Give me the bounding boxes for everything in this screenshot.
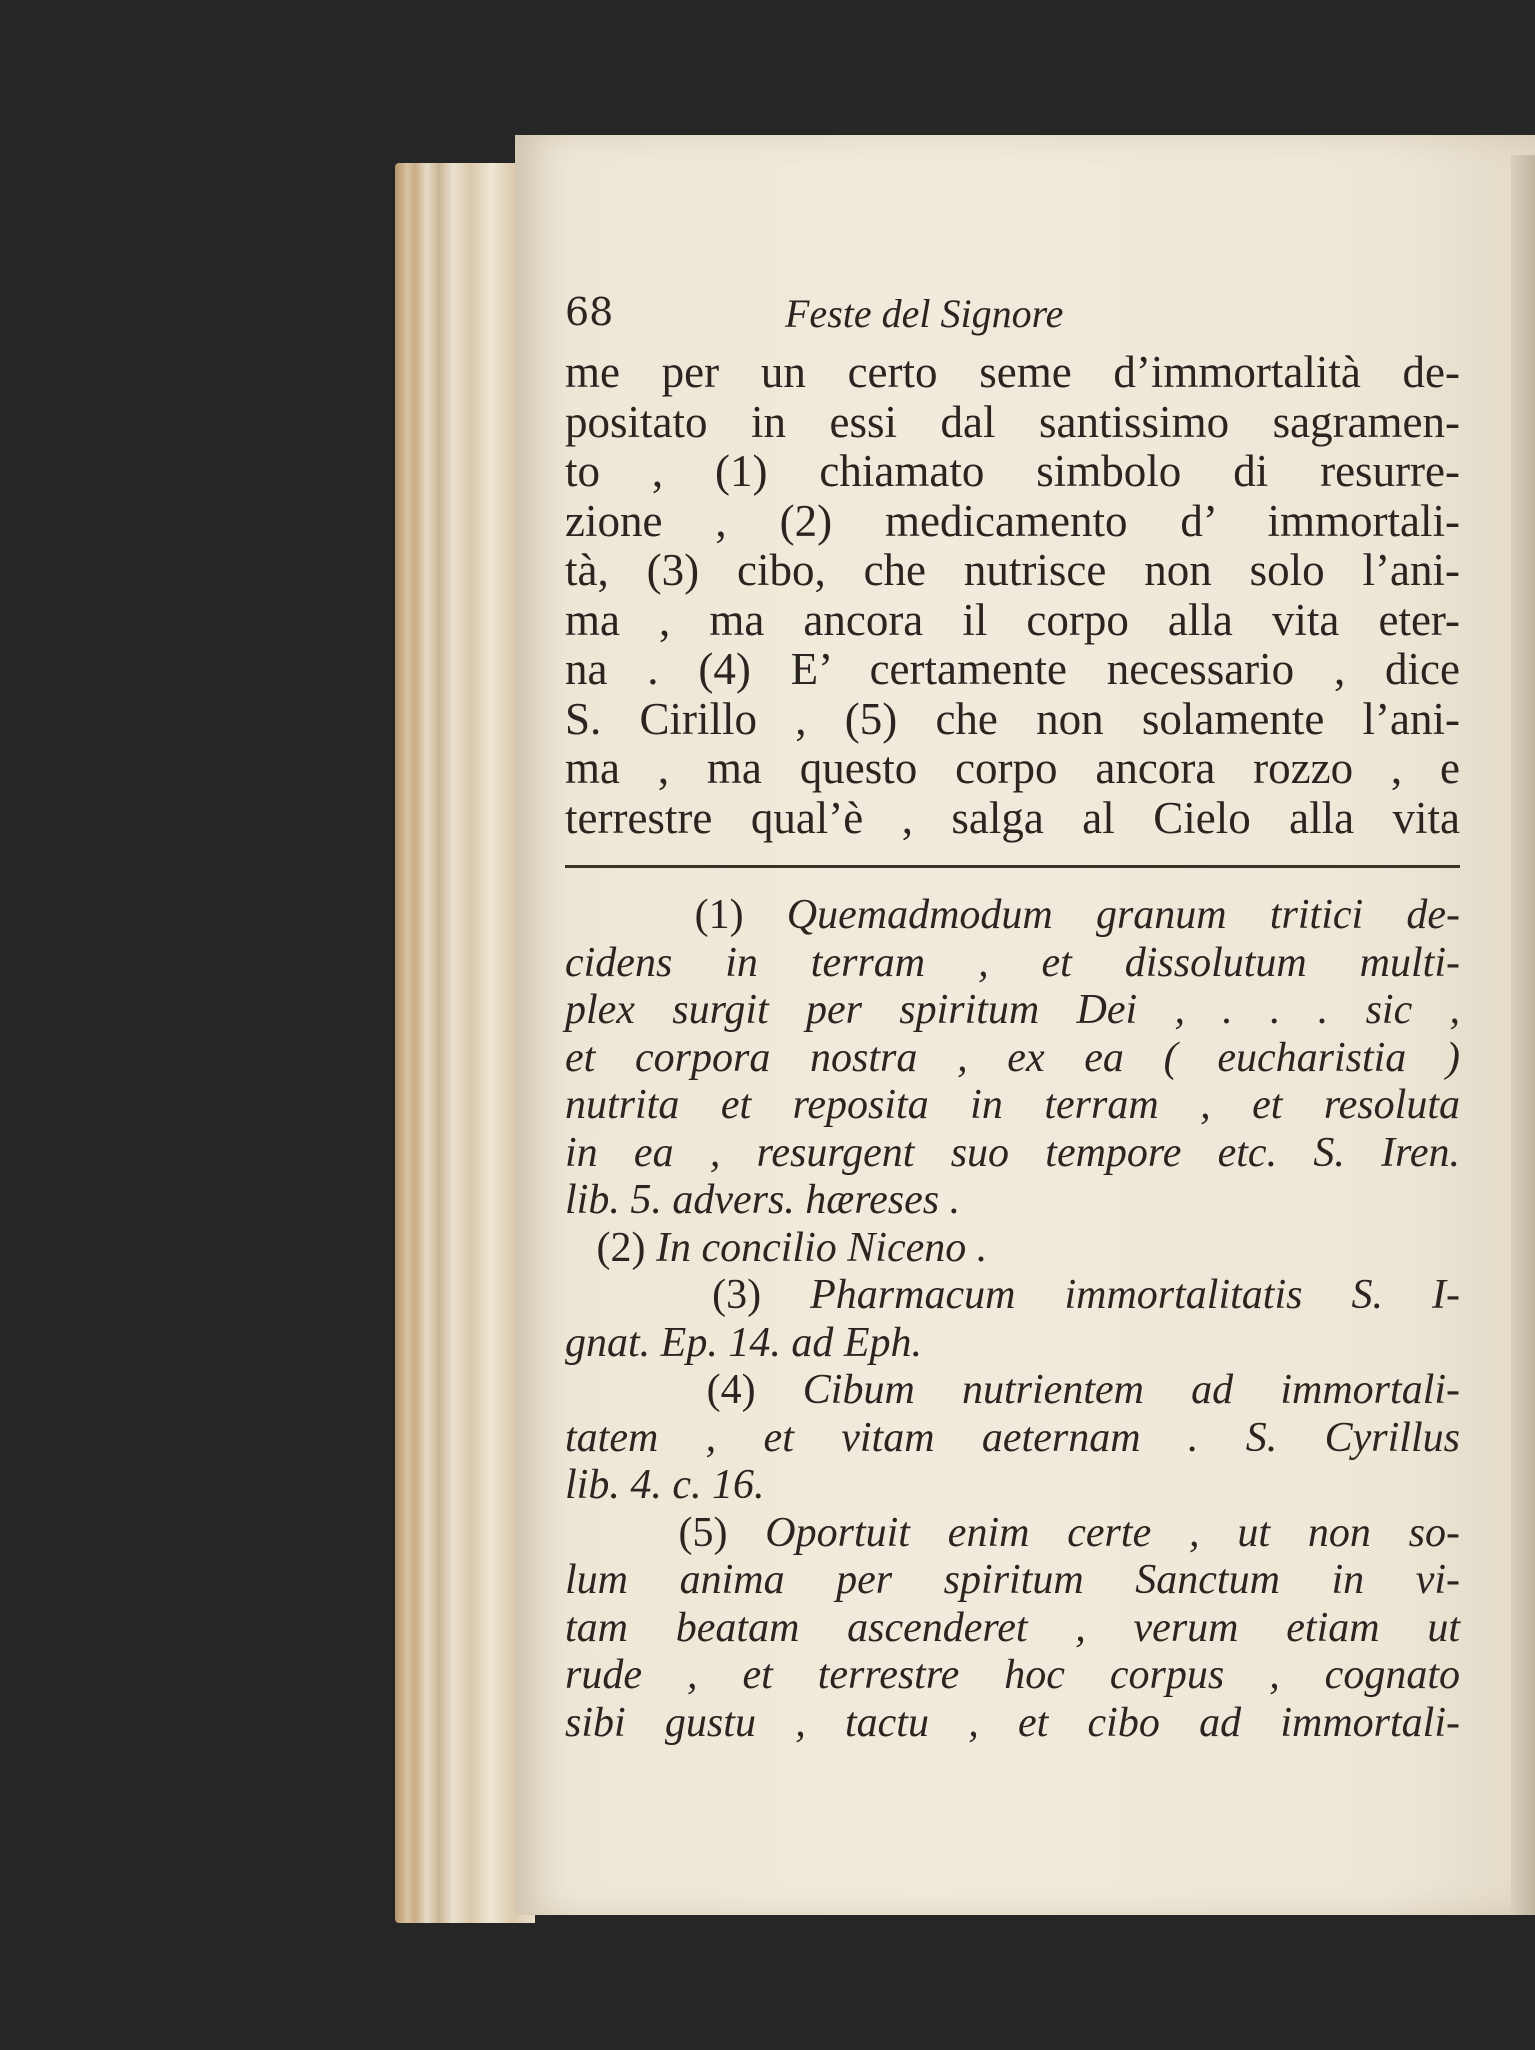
body-line: ma , ma questo corpo ancora rozzo , e xyxy=(565,743,1460,793)
footnote-line: sibi gustu , tactu , et cibo ad immortali- xyxy=(565,1699,1460,1746)
footnote-line: tatem , et vitam aeternam . S. Cyrillus xyxy=(565,1414,1460,1461)
body-text xyxy=(565,348,1460,843)
footnote-line: plex surgit per spiritum Dei , . . . sic , xyxy=(565,987,1460,1033)
footnote-number: (2) xyxy=(596,1224,646,1271)
page-header xyxy=(565,290,1460,348)
footnote-line: cidens in terram , et dissolutum multi- xyxy=(565,939,1460,986)
footnote-2 xyxy=(565,1225,1460,1273)
footnote-line: in ea , resurgent suo tempore etc. S. Iren. xyxy=(565,1129,1460,1176)
body-line: tà, (3) cibo, che nutrisce non solo l’ani- xyxy=(565,545,1460,595)
body-line: zione , (2) medicamento d’ immortali- xyxy=(565,495,1460,546)
footnote-line xyxy=(565,892,1460,940)
footnote-number: (5) xyxy=(678,1509,728,1556)
footnote-text: Oportuit enim certe , ut non so- xyxy=(765,1509,1461,1556)
footnote-line: lib. 5. advers. hæreses . xyxy=(565,1177,961,1223)
facing-page-edge xyxy=(1511,155,1535,1915)
page-number: 68 xyxy=(565,290,614,334)
footnote-number: (1) xyxy=(694,892,744,938)
footnote-5 xyxy=(565,1510,1460,1748)
body-line: to , (1) chiamato simbolo di resurre- xyxy=(565,446,1460,496)
footnote-line: lib. 4. c. 16. xyxy=(565,1462,765,1508)
footnote-text: Quemadmodum granum tritici de- xyxy=(786,892,1461,938)
footnote-line xyxy=(565,1367,1460,1415)
footnote-text: Cibum nutrientem ad immortali- xyxy=(802,1367,1461,1413)
footnote-rule xyxy=(565,865,1460,868)
footnote-line: rude , et terrestre hoc corpus , cognato xyxy=(565,1652,1460,1698)
body-line: S. Cirillo , (5) che non solamente l’ani- xyxy=(565,693,1460,744)
footnote-line: gnat. Ep. 14. ad Eph. xyxy=(565,1319,922,1366)
footnote-3 xyxy=(565,1272,1460,1367)
body-line: na . (4) E’ certamente necessario , dice xyxy=(565,644,1460,694)
body-line: positato in essi dal santissimo sagramen- xyxy=(565,396,1460,447)
footnote-line xyxy=(565,1510,1460,1558)
page-edges xyxy=(395,163,535,1923)
footnote-line xyxy=(565,1272,1460,1320)
footnote-line: et corpora nostra , ex ea ( eucharistia ) xyxy=(565,1034,1460,1081)
footnote-1 xyxy=(565,892,1460,1225)
footnote-number: (4) xyxy=(706,1367,756,1413)
footnote-text: Pharmacum immortalitatis S. I- xyxy=(810,1272,1461,1318)
footnote-line: lum anima per spiritum Sanctum in vi- xyxy=(565,1557,1460,1603)
body-line: terrestre qual’è , salga al Cielo alla vita xyxy=(565,792,1460,843)
body-line: ma , ma ancora il corpo alla vita eter- xyxy=(565,594,1460,645)
footnote-line: nutrita et reposita in terram , et resoluta xyxy=(565,1082,1460,1128)
page-content xyxy=(565,290,1460,1747)
footnotes xyxy=(565,892,1460,1747)
footnote-line xyxy=(565,1225,1460,1273)
running-head: Feste del Signore xyxy=(785,291,1064,336)
footnote-number: (3) xyxy=(712,1272,762,1318)
body-line: me per un certo seme d’immortalità de- xyxy=(565,347,1460,397)
footnote-text: In concilio Niceno . xyxy=(655,1224,988,1271)
footnote-4 xyxy=(565,1367,1460,1510)
footnote-line: tam beatam ascenderet , verum etiam ut xyxy=(565,1604,1460,1651)
